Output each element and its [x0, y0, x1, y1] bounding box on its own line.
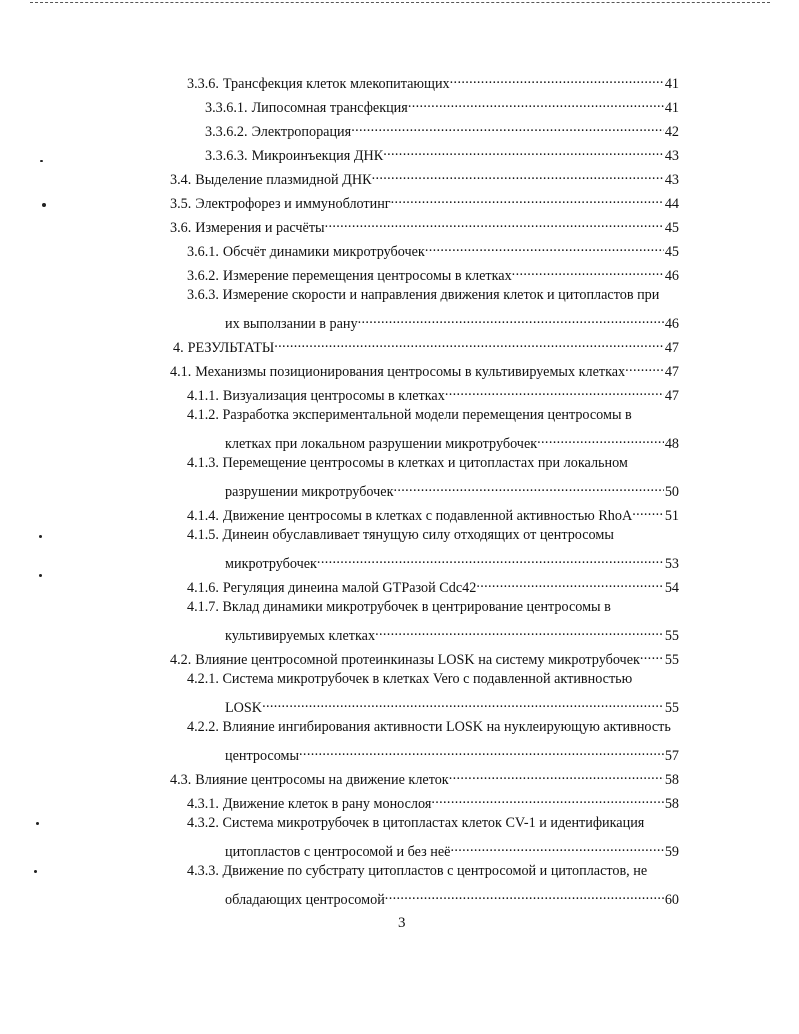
toc-entry: 4.2. Влияние центросомной протеинкиназы LOSK на систему микротрубочек . . . 55 — [170, 646, 679, 664]
toc-page-number: 51 — [664, 508, 679, 524]
dot-leader — [445, 382, 664, 400]
dot-leader — [450, 838, 663, 856]
toc-page-number: 47 — [664, 388, 679, 404]
toc-page-number: 48 — [664, 436, 679, 452]
toc-entry-first-line: 4.1.3. Перемещение центросомы в клетках и цитопластах при локальном — [187, 455, 628, 471]
toc-entry-first-line: 4.2.1. Система микротрубочек в клетках Vero с подавленной активностью — [187, 671, 633, 687]
toc-entry-title: цитопластов с центросомой и без неё — [225, 844, 451, 860]
toc-entry-continuation — [225, 838, 679, 860]
toc-page-number: 41 — [664, 100, 679, 116]
dot-leader — [408, 94, 664, 112]
toc-entry-title: Движение по субстрату цитопластов с центросомой и цитопластов, не — [222, 863, 648, 879]
toc-page-number: 50 — [664, 484, 679, 500]
toc-page-number: 46 — [664, 268, 679, 284]
dot-leader — [449, 766, 664, 784]
toc-entry: 4.1.6. Регуляция динеина малой GTPазой Cdc42 . . . 54 — [187, 574, 679, 592]
toc-entry-title: Электрофорез и иммуноблотинг — [195, 196, 391, 212]
toc-entry-title: Микроинъекция ДНК — [251, 148, 384, 164]
toc-page-number: 58 — [664, 796, 679, 812]
toc-entry-title: обладающих центросомой — [225, 892, 385, 908]
toc-page-number: 46 — [664, 316, 679, 332]
toc-entry: 3.6. Измерения и расчёты . . . 45 — [170, 214, 679, 232]
dot-leader — [476, 574, 663, 592]
toc-page-number: 42 — [664, 124, 679, 140]
toc-entry: 3.3.6.3. Микроинъекция ДНК . . . 43 — [205, 142, 679, 160]
toc-entry-title: Измерение скорости и направления движения клеток и цитопластов при — [222, 287, 660, 303]
toc-entry-title: культивируемых клетках — [225, 628, 376, 644]
toc-entry-title: Электропорация — [251, 124, 352, 140]
toc-entry-title: Обсчёт динамики микротрубочек — [222, 244, 425, 260]
toc-entry-first-line: 3.6.3. Измерение скорости и направления движения клеток и цитопластов при — [187, 287, 660, 303]
dot-leader — [299, 742, 664, 760]
toc-entry-title: Движение клеток в рану монослоя — [222, 796, 432, 812]
dot-leader — [383, 142, 664, 160]
toc-page-number: 55 — [664, 700, 679, 716]
toc-entry-first-line: 4.2.2. Влияние ингибирования активности LOSK на нуклеирующую активность — [187, 719, 671, 735]
dot-leader — [351, 118, 664, 136]
dot-leader — [375, 622, 664, 640]
toc-page-number: 43 — [664, 172, 679, 188]
toc-entry: 4.3.1. Движение клеток в рану монослоя . . . 58 — [187, 790, 679, 808]
dot-leader — [431, 790, 663, 808]
toc-entry-continuation — [225, 550, 679, 572]
toc-page-number: 47 — [664, 364, 679, 380]
toc-entry-title: Система микротрубочек в клетках Vero с подавленной активностью — [222, 671, 633, 687]
dot-leader — [640, 646, 664, 664]
toc-entry-title: LOSK — [225, 700, 263, 716]
toc-entry-title: Динеин обуславливает тянущую силу отходящих от центросомы — [222, 527, 614, 543]
dot-leader — [537, 430, 664, 448]
toc-page-number: 41 — [664, 76, 679, 92]
dot-leader — [385, 886, 664, 904]
toc-entry-title: Регуляция динеина малой GTPазой Cdc42 — [222, 580, 477, 596]
toc-entry-continuation — [225, 694, 679, 716]
toc-entry-title: Выделение плазмидной ДНК — [195, 172, 372, 188]
toc-entry-title: Влияние ингибирования активности LOSK на нуклеирующую активность — [222, 719, 671, 735]
toc-entry: 3.6.2. Измерение перемещения центросомы в клетках . . . 46 — [187, 262, 679, 280]
toc-page-number: 55 — [664, 628, 679, 644]
toc-entry: 3.3.6. Трансфекция клеток млекопитающих . . . 41 — [187, 70, 679, 88]
toc-entry-first-line: 4.1.5. Динеин обуславливает тянущую силу отходящих от центросомы — [187, 527, 614, 543]
toc-entry-first-line: 4.1.2. Разработка экспериментальной модели перемещения центросомы в — [187, 407, 632, 423]
toc-entry-title: РЕЗУЛЬТАТЫ — [187, 340, 275, 356]
toc-entry-title: центросомы — [225, 748, 300, 764]
dot-leader — [325, 214, 664, 232]
toc-entry-title: Механизмы позиционирования центросомы в культивируемых клетках — [195, 364, 626, 380]
toc-entry: 4.3. Влияние центросомы на движение клеток . . . 58 — [170, 766, 679, 784]
toc-entry-title: их выползании в рану — [225, 316, 358, 332]
toc-entry-title: разрушении микротрубочек — [225, 484, 394, 500]
toc-page-number: 54 — [664, 580, 679, 596]
toc-page-number: 45 — [664, 220, 679, 236]
toc-entry-continuation — [225, 622, 679, 644]
toc-entry-title: Система микротрубочек в цитопластах клеток CV-1 и идентификация — [222, 815, 645, 831]
toc-entry-title: Липосомная трансфекция — [251, 100, 408, 116]
toc-page-number: 55 — [664, 652, 679, 668]
toc-entry-title: Влияние центросомы на движение клеток — [195, 772, 449, 788]
dot-leader — [450, 70, 664, 88]
toc-entry-title: Визуализация центросомы в клетках — [222, 388, 445, 404]
toc-entry-title: Измерения и расчёты — [195, 220, 325, 236]
page-number: 3 — [398, 915, 406, 931]
toc-entry-title: Измерение перемещения центросомы в клетках — [222, 268, 512, 284]
toc-entry-continuation — [225, 478, 679, 500]
dot-leader — [625, 358, 664, 376]
toc-page-number: 43 — [664, 148, 679, 164]
scan-speck — [34, 870, 37, 873]
toc-page-number: 60 — [664, 892, 679, 908]
scan-speck — [39, 535, 42, 538]
toc-entry-continuation — [225, 742, 679, 764]
scan-speck — [42, 203, 46, 207]
dot-leader — [358, 310, 664, 328]
dot-leader — [317, 550, 664, 568]
dot-leader — [274, 334, 664, 352]
toc-entry: 4.1.4. Движение центросомы в клетках с подавленной активностью RhoA . . . 51 — [187, 502, 679, 520]
toc-entry-title: Движение центросомы в клетках с подавленной активностью RhoA — [222, 508, 633, 524]
toc-entry-first-line: 4.3.2. Система микротрубочек в цитопластах клеток CV-1 и идентификация — [187, 815, 645, 831]
toc-entry-continuation — [225, 310, 679, 332]
toc-entry-first-line: 4.1.7. Вклад динамики микротрубочек в центрирование центросомы в — [187, 599, 611, 615]
scan-speck — [36, 822, 39, 825]
toc-entry-title: микротрубочек — [225, 556, 317, 572]
dot-leader — [632, 502, 664, 520]
scan-speck — [40, 160, 43, 162]
toc-entry-title: Разработка экспериментальной модели перемещения центросомы в — [222, 407, 632, 423]
scan-speck — [39, 574, 42, 577]
toc-entry: 4.1. Механизмы позиционирования центросомы в культивируемых клетках . . . 47 — [170, 358, 679, 376]
dot-leader — [262, 694, 664, 712]
toc-entry-title: клетках при локальном разрушении микротрубочек — [225, 436, 538, 452]
toc-entry: 3.3.6.2. Электропорация . . . 42 — [205, 118, 679, 136]
toc-entry: 3.6.1. Обсчёт динамики микротрубочек . . . 45 — [187, 238, 679, 256]
dot-leader — [425, 238, 664, 256]
toc-page-number: 44 — [664, 196, 679, 212]
toc-entry: 3.5. Электрофорез и иммуноблотинг . . . 44 — [170, 190, 679, 208]
toc-entry: 4. РЕЗУЛЬТАТЫ . . . 47 — [173, 334, 679, 352]
toc-page-number: 59 — [664, 844, 679, 860]
toc-page-number: 58 — [664, 772, 679, 788]
toc-entry-title: Перемещение центросомы в клетках и цитопластах при локальном — [222, 455, 628, 471]
toc-entry-title: Вклад динамики микротрубочек в центрирование центросомы в — [222, 599, 611, 615]
toc-entry: 3.4. Выделение плазмидной ДНК . . . 43 — [170, 166, 679, 184]
toc-page-number: 47 — [664, 340, 679, 356]
toc-entry-title: Влияние центросомной протеинкиназы LOSK на систему микротрубочек — [195, 652, 640, 668]
toc-entry: 3.3.6.1. Липосомная трансфекция . . . 41 — [205, 94, 679, 112]
dot-leader — [512, 262, 664, 280]
dot-leader — [393, 478, 663, 496]
toc-entry-first-line: 4.3.3. Движение по субстрату цитопластов с центросомой и цитопластов, не — [187, 863, 648, 879]
toc-page-number: 57 — [664, 748, 679, 764]
toc-page-number: 45 — [664, 244, 679, 260]
toc-entry: 4.1.1. Визуализация центросомы в клетках . . . 47 — [187, 382, 679, 400]
toc-entry-continuation — [225, 430, 679, 452]
toc-entry-title: Трансфекция клеток млекопитающих — [222, 76, 450, 92]
toc-entry-continuation — [225, 886, 679, 908]
scan-top-edge — [30, 2, 770, 4]
dot-leader — [372, 166, 664, 184]
dot-leader — [391, 190, 664, 208]
toc-page-number: 53 — [664, 556, 679, 572]
